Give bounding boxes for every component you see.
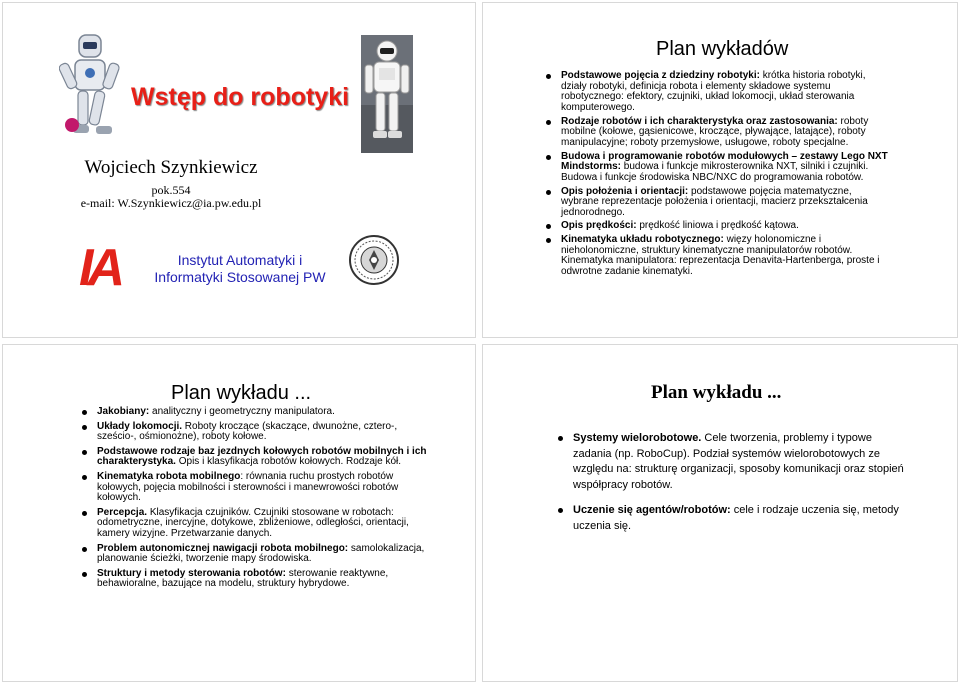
- item-text: budowa i funkcje mikrosterownika NXT, silniki i czujniki. Budowa i funkcje środowiska NBC/NXC do programowania robotów.: [561, 161, 869, 183]
- list-item: [81, 447, 433, 468]
- item-text: analityczny i geometryczny manipulatora.: [149, 406, 335, 417]
- list-item: [81, 422, 433, 443]
- slide-title: Plan wykładu ...: [651, 382, 782, 403]
- topic-list: [557, 431, 909, 544]
- slide-title: Plan wykładu ...: [171, 382, 312, 404]
- item-heading: Struktury i metody sterowania robotów:: [97, 567, 286, 579]
- humanoid-robot-image: [59, 33, 121, 139]
- item-text: więzy holonomiczne i nieholonomiczne, struktury kinematyczne manipulatorów robotów. Kinematyka manipulatora: reprezentacja Denavita-Hartenberga, proste i odwrotne zadanie kinematyki.: [561, 234, 880, 278]
- asimo-robot-image: [361, 35, 413, 153]
- title-slide: [2, 2, 476, 338]
- list-item: [81, 407, 433, 418]
- item-text: cele i rodzaje uczenia się, metody uczenia się.: [573, 504, 899, 532]
- ia-logo-text: IA: [79, 239, 119, 291]
- item-heading: Problem autonomicznej nawigacji robota mobilnego:: [97, 542, 349, 554]
- topic-list: [81, 407, 433, 594]
- item-heading: Rodzaje robotów i ich charakterystyka oraz zastosowania:: [561, 115, 838, 127]
- item-text: : równania ruchu prostych robotów kołowych, pojęcia mobilności i sterowności i manewrowości robotów kołowych.: [97, 470, 399, 504]
- author-room: pok.554: [151, 183, 191, 197]
- item-text: Opis i klasyfikacja robotów kołowych. Rodzaje kół.: [175, 456, 402, 468]
- item-text: podstawowe pojęcia matematyczne, wybrane reprezentacje położenia i orientacji, macierz przekształcenia jednorodnego.: [561, 185, 868, 218]
- item-heading: Opis położenia i orientacji:: [561, 185, 689, 197]
- item-text: samolokalizacja, planowanie ścieżki, tworzenie mapy środowiska.: [97, 542, 425, 565]
- presentation-title: Wstęp do robotyki: [131, 83, 350, 111]
- slide-lecture-plan-final: [482, 344, 958, 682]
- item-heading: Kinematyka robota mobilnego: [97, 470, 241, 482]
- list-item: [545, 187, 891, 219]
- item-heading: Budowa i programowanie robotów modułowych – zestawy Lego NXT Mindstorms:: [561, 150, 888, 173]
- ia-institute-logo: [79, 235, 141, 291]
- author-email: e-mail: W.Szynkiewicz@ia.pw.edu.pl: [80, 196, 262, 210]
- list-item: [557, 503, 909, 534]
- list-item: [81, 544, 433, 565]
- item-heading: Systemy wielorobotowe.: [573, 432, 702, 444]
- item-heading: Układy lokomocji.: [97, 420, 183, 432]
- institute-line-2: Informatyki Stosowanej PW: [154, 269, 326, 285]
- list-item: [557, 431, 909, 493]
- slide-title: Plan wykładów: [656, 38, 789, 60]
- item-text: roboty mobilne (kołowe, gąsienicowe, kroczące, pływające, latające), roboty manipulacyjne; roboty przemysłowe, usługowe, roboty specjalne.: [561, 115, 869, 148]
- item-text: sterowanie reaktywne, behawioralne, bazujące na modelu, struktury hybrydowe.: [97, 567, 389, 590]
- slide-lecture-plan-continued: [2, 344, 476, 682]
- list-item: [545, 235, 891, 277]
- item-heading: Jakobiany:: [97, 406, 150, 417]
- university-seal-emblem: [348, 234, 400, 286]
- list-item: [545, 221, 891, 232]
- item-heading: Kinematyka układu robotycznego:: [561, 234, 724, 246]
- item-text: Roboty kroczące (skaczące, dwunożne, cztero-, sześcio-, ośmionożne), roboty kołowe.: [97, 420, 398, 443]
- item-text: Cele tworzenia, problemy i typowe zadania (np. RoboCup). Podział systemów wielorobotowych ze względu na: strukturę organizacji, sposoby komunikacji oraz stopień współpracy robotów.: [573, 432, 904, 491]
- list-item: [545, 117, 891, 149]
- slide-lecture-plan: [482, 2, 958, 338]
- topic-list: [545, 71, 891, 281]
- author-name: Wojciech Szynkiewicz: [84, 157, 258, 178]
- list-item: [81, 508, 433, 540]
- item-heading: Podstawowe pojęcia z dziedziny robotyki:: [561, 70, 760, 81]
- item-heading: Percepcja.: [97, 506, 148, 518]
- institute-line-1: Instytut Automatyki i: [177, 252, 303, 268]
- list-item: [81, 472, 433, 504]
- item-heading: Uczenie się agentów/robotów:: [573, 504, 731, 516]
- item-text: Klasyfikacja czujników. Czujniki stosowane w robotach: odometryczne, inercyjne, dotykowe, zbliżeniowe, odległości, orientacji, kamery wizyjne. Przetwarzanie danych.: [97, 506, 409, 539]
- item-text: krótka historia robotyki, działy robotyki, definicja robota i elementy składowe systemu robotycznego: efektory, czujniki, układ lokomocji, układ sterowania komputerowego.: [561, 70, 866, 113]
- item-heading: Podstawowe rodzaje baz jezdnych kołowych robotów mobilnych i ich charakterystyka.: [97, 445, 427, 468]
- list-item: [81, 569, 433, 590]
- list-item: [545, 71, 891, 113]
- list-item: [545, 152, 891, 184]
- item-heading: Opis prędkości:: [561, 220, 637, 232]
- item-text: prędkość liniowa i prędkość kątowa.: [636, 220, 799, 232]
